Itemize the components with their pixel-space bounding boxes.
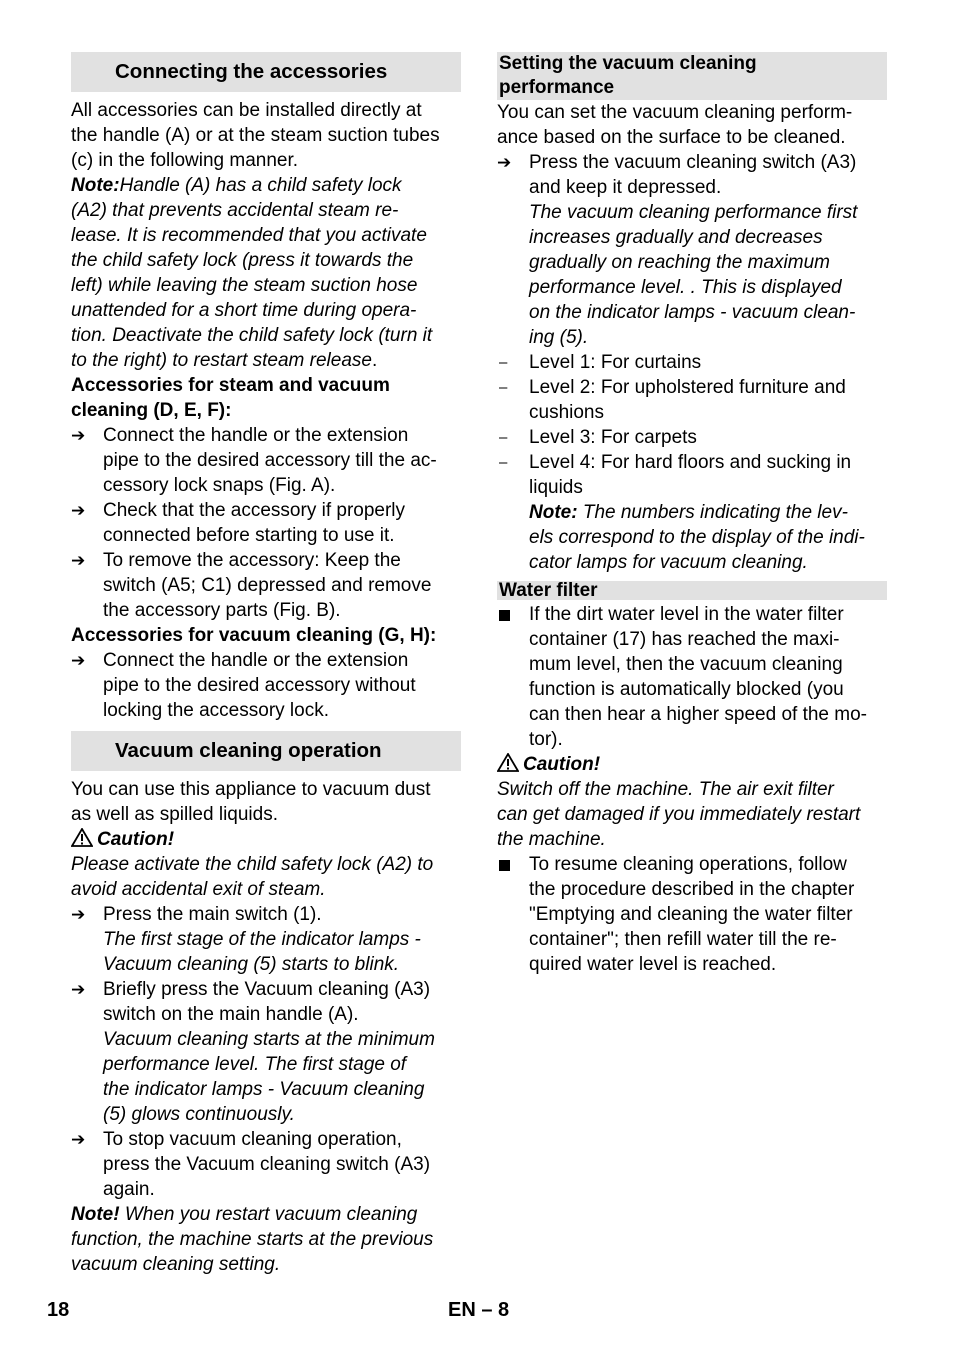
text-line: connected before starting to use it. xyxy=(103,525,395,546)
text-line: on the indicator lamps - vacuum clean- xyxy=(529,302,856,323)
text-line: Handle (A) has a child safety lock xyxy=(119,175,402,196)
square-bullet-icon xyxy=(497,852,527,871)
perf-intro xyxy=(497,100,887,150)
text-line: vacuum cleaning setting. xyxy=(71,1254,281,1275)
text-line: Vacuum cleaning starts at the minimum xyxy=(103,1029,435,1050)
caution-heading xyxy=(71,827,461,852)
text-line: Connect the handle or the extension xyxy=(103,425,409,446)
text-line: Please activate the child safety lock (A2) to xyxy=(71,854,434,875)
section-page-label: EN – 8 xyxy=(448,1299,510,1321)
text-line: Level 3: For carpets xyxy=(529,427,697,448)
text-line: pipe to the desired accessory till the ac- xyxy=(103,450,437,471)
text-line: Press the main switch (1). xyxy=(103,904,322,925)
text-line: mum level, then the vacuum cleaning xyxy=(529,654,843,675)
arrow-right-icon: ➔ xyxy=(497,153,512,172)
step-item xyxy=(71,423,461,498)
text-line: cator lamps for vacuum cleaning. xyxy=(529,552,808,573)
text-line: function is automatically blocked (you xyxy=(529,679,844,700)
arrow-right-icon: ➔ xyxy=(71,426,86,445)
text-line: cessory lock snaps (Fig. A). xyxy=(103,475,336,496)
subheading-steam-vacuum xyxy=(71,373,461,423)
text-line: Briefly press the Vacuum cleaning (A3) xyxy=(103,979,431,1000)
text-line: left) while leaving the steam suction hose xyxy=(71,275,418,296)
text-line: press the Vacuum cleaning switch (A3) xyxy=(103,1154,431,1175)
dash-icon: – xyxy=(499,379,508,396)
text-line: Press the vacuum cleaning switch (A3) xyxy=(529,152,857,173)
dash-icon: – xyxy=(499,354,508,371)
connect-intro xyxy=(71,98,461,173)
text-line: The vacuum cleaning performance first xyxy=(529,202,858,223)
text-line: You can use this appliance to vacuum dust xyxy=(71,779,431,800)
text-line: performance level. The first stage of xyxy=(103,1054,407,1075)
text-line: ance based on the surface to be cleaned. xyxy=(497,127,846,148)
bullet-item xyxy=(497,852,887,977)
text-line: to the right) to restart steam release xyxy=(71,350,372,371)
text-line: ing (5). xyxy=(529,327,589,348)
text-line: els correspond to the display of the indi- xyxy=(529,527,865,548)
text-line: To stop vacuum cleaning operation, xyxy=(103,1129,402,1150)
text-line: lease. It is recommended that you activate xyxy=(71,225,427,246)
text-line: increases gradually and decreases xyxy=(529,227,823,248)
caution-text xyxy=(497,777,887,852)
note-label: Note: xyxy=(529,502,578,523)
step-item xyxy=(71,548,461,623)
text-line: If the dirt water level in the water filter xyxy=(529,604,844,625)
text-line: Connect the handle or the extension xyxy=(103,650,409,671)
text-line: tor). xyxy=(529,729,563,750)
text-line: unattended for a short time during opera- xyxy=(71,300,417,321)
text-line: cleaning (D, E, F): xyxy=(71,400,232,421)
level-item xyxy=(497,350,887,375)
text-line: the procedure described in the chapter xyxy=(529,879,855,900)
text-line: the child safety lock (press it towards the xyxy=(71,250,414,271)
step-item xyxy=(71,977,461,1127)
level-item xyxy=(497,450,887,500)
text-line: function, the machine starts at the previous xyxy=(71,1229,434,1250)
text-line: The first stage of the indicator lamps - xyxy=(103,929,421,950)
step-item xyxy=(71,1127,461,1202)
text-line: the machine. xyxy=(497,829,606,850)
subheading-vacuum: Accessories for vacuum cleaning (G, H): xyxy=(71,625,437,646)
step-item xyxy=(71,902,461,977)
text-line: You can set the vacuum cleaning perform- xyxy=(497,102,853,123)
text-line: gradually on reaching the maximum xyxy=(529,252,830,273)
arrow-right-icon: ➔ xyxy=(71,651,86,670)
text-line: quired water level is reached. xyxy=(529,954,777,975)
text-line: performance level. . This is displayed xyxy=(529,277,842,298)
step-item xyxy=(71,648,461,723)
text-line: can get damaged if you immediately restart xyxy=(497,804,861,825)
arrow-right-icon: ➔ xyxy=(71,551,86,570)
text-line: switch (A5; C1) depressed and remove xyxy=(103,575,432,596)
text-line: Level 2: For upholstered furniture and xyxy=(529,377,846,398)
text-line: Accessories for steam and vacuum xyxy=(71,375,390,396)
square-bullet-icon xyxy=(497,602,527,621)
step-item xyxy=(71,498,461,548)
text-line: the handle (A) or at the steam suction tubes xyxy=(71,125,440,146)
text-line: again. xyxy=(103,1179,155,1200)
text-line: The numbers indicating the lev- xyxy=(577,502,848,523)
text-line: (c) in the following manner. xyxy=(71,150,299,171)
heading-water-filter: Water filter xyxy=(497,581,887,600)
text-line: "Emptying and cleaning the water filter xyxy=(529,904,853,925)
text-line: When you restart vacuum cleaning xyxy=(119,1204,418,1225)
text-line: To resume cleaning operations, follow xyxy=(529,854,847,875)
caution-label: Caution! xyxy=(97,829,175,850)
caution-label: Caution! xyxy=(523,754,601,775)
text-line: Level 4: For hard floors and sucking in xyxy=(529,452,852,473)
caution-heading xyxy=(497,752,887,777)
bullet-item xyxy=(497,602,887,752)
note-label: Note: xyxy=(71,175,120,196)
text-line: liquids xyxy=(529,477,583,498)
vac-note xyxy=(71,1202,461,1277)
text-line: container (17) has reached the maxi- xyxy=(529,629,840,650)
level-item xyxy=(497,425,887,450)
text-line: Switch off the machine. The air exit filter xyxy=(497,779,834,800)
text-line: cushions xyxy=(529,402,604,423)
text-line: the indicator lamps - Vacuum cleaning xyxy=(103,1079,425,1100)
text-line: container"; then refill water till the re- xyxy=(529,929,837,950)
text-line: can then hear a higher speed of the mo- xyxy=(529,704,868,725)
heading-vacuum-performance xyxy=(497,52,887,100)
warning-triangle-icon xyxy=(497,753,519,772)
text-line: tion. Deactivate the child safety lock (turn it xyxy=(71,325,433,346)
text-line: as well as spilled liquids. xyxy=(71,804,278,825)
text-line: To remove the accessory: Keep the xyxy=(103,550,401,571)
warning-triangle-icon xyxy=(71,828,93,847)
right-column xyxy=(497,52,887,977)
arrow-right-icon: ➔ xyxy=(71,1130,86,1149)
text-line: switch on the main handle (A). xyxy=(103,1004,359,1025)
text-line: and keep it depressed. xyxy=(529,177,722,198)
dash-icon: – xyxy=(499,429,508,446)
text-line: (A2) that prevents accidental steam re- xyxy=(71,200,399,221)
heading-vacuum-operation: Vacuum cleaning operation xyxy=(71,731,461,771)
vac-intro xyxy=(71,777,461,827)
perf-note xyxy=(497,500,887,575)
text-line: avoid accidental exit of steam. xyxy=(71,879,326,900)
text-line: Level 1: For curtains xyxy=(529,352,702,373)
text-line: Vacuum cleaning (5) starts to blink. xyxy=(103,954,400,975)
note-end: . xyxy=(371,350,378,371)
caution-text xyxy=(71,852,461,902)
left-column xyxy=(71,52,461,1277)
text-line: pipe to the desired accessory without xyxy=(103,675,416,696)
note-label: Note! xyxy=(71,1204,120,1225)
connect-note xyxy=(71,173,461,373)
page-number: 18 xyxy=(47,1299,70,1321)
heading-connecting-accessories: Connecting the accessories xyxy=(71,52,461,92)
text-line: Check that the accessory if properly xyxy=(103,500,406,521)
dash-icon: – xyxy=(499,454,508,471)
text-line: locking the accessory lock. xyxy=(103,700,329,721)
arrow-right-icon: ➔ xyxy=(71,980,86,999)
arrow-right-icon: ➔ xyxy=(71,501,86,520)
level-item xyxy=(497,375,887,425)
text-line: Setting the vacuum cleaning xyxy=(499,53,757,74)
step-item xyxy=(497,150,887,350)
text-line: performance xyxy=(499,77,615,98)
text-line: (5) glows continuously. xyxy=(103,1104,295,1125)
text-line: All accessories can be installed directly at xyxy=(71,100,422,121)
arrow-right-icon: ➔ xyxy=(71,905,86,924)
text-line: the accessory parts (Fig. B). xyxy=(103,600,341,621)
